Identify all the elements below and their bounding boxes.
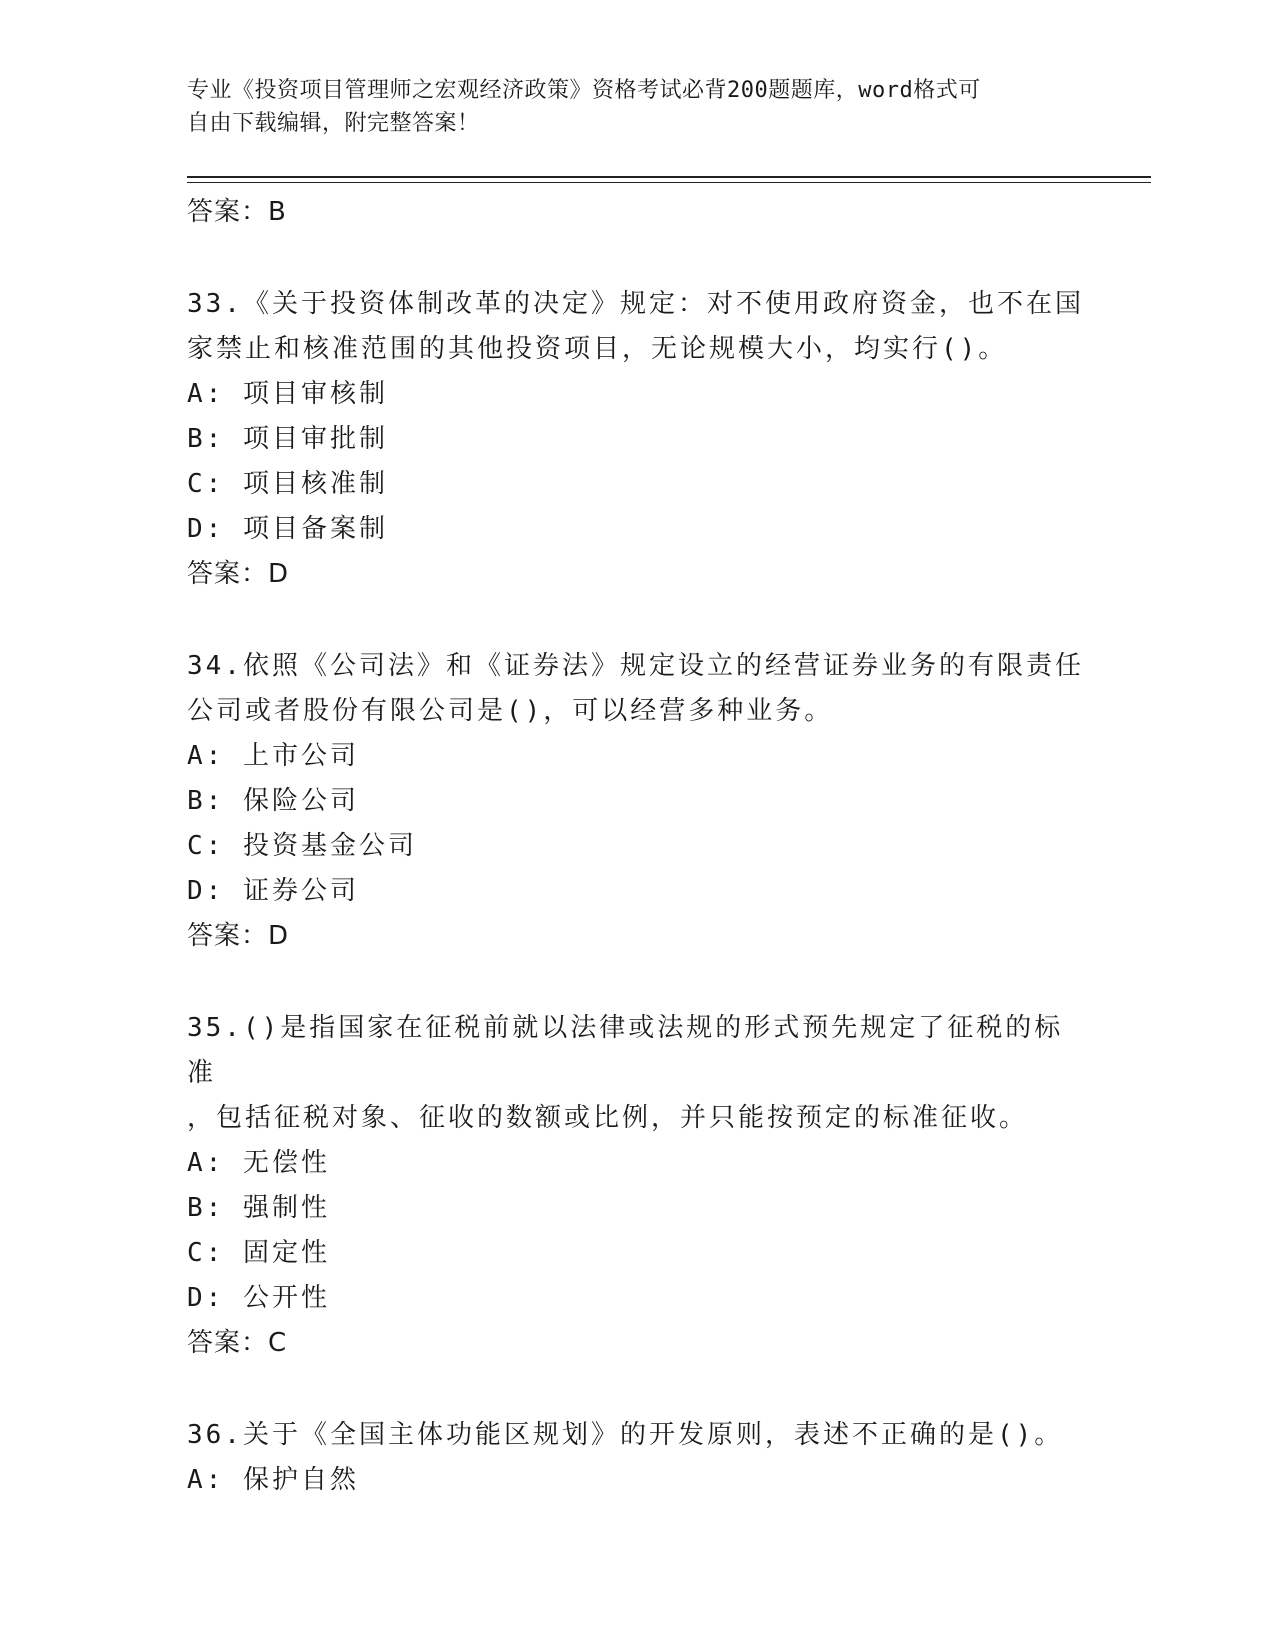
option-a: A: 保护自然 [187, 1465, 359, 1495]
question-33 [187, 282, 1087, 597]
option-a: A: 上市公司 [187, 741, 359, 771]
option-c: C: 固定性 [187, 1238, 330, 1268]
question-35 [187, 1006, 1087, 1366]
header-rule-thick [187, 176, 1151, 178]
question-36 [187, 1413, 1087, 1503]
question-stem-line: 33.《关于投资体制改革的决定》规定：对不使用政府资金，也不在国 [187, 289, 1084, 319]
option-a: A: 项目审核制 [187, 379, 388, 409]
question-stem-line: ，包括征税对象、征收的数额或比例，并只能按预定的标准征收。 [187, 1103, 1029, 1133]
option-b: B: 强制性 [187, 1193, 330, 1223]
question-stem-line: 34.依照《公司法》和《证券法》规定设立的经营证券业务的有限责任 [187, 651, 1084, 681]
option-a: A: 无偿性 [187, 1148, 330, 1178]
option-b: B: 保险公司 [187, 786, 359, 816]
question-stem-line: 家禁止和核准范围的其他投资项目，无论规模大小，均实行()。 [187, 334, 1008, 364]
page-header [187, 74, 1067, 140]
answer-line: 答案：C [187, 1328, 288, 1358]
header-line-2: 自由下载编辑，附完整答案！ [187, 111, 480, 136]
question-34 [187, 644, 1087, 959]
option-d: D: 公开性 [187, 1283, 330, 1313]
option-d: D: 证券公司 [187, 876, 359, 906]
answer-line: 答案：B [187, 197, 287, 227]
question-stem-line: 公司或者股份有限公司是()，可以经营多种业务。 [187, 696, 834, 726]
answer-line: 答案：D [187, 559, 290, 589]
option-d: D: 项目备案制 [187, 514, 388, 544]
option-b: B: 项目审批制 [187, 424, 388, 454]
answer-line: 答案：D [187, 921, 290, 951]
header-rule-thin [187, 182, 1151, 183]
header-line-1: 专业《投资项目管理师之宏观经济政策》资格考试必背200题题库，word格式可 [187, 78, 981, 103]
option-c: C: 投资基金公司 [187, 831, 417, 861]
question-list [187, 190, 1087, 1503]
question-stem-line: 35.()是指国家在征税前就以法律或法规的形式预先规定了征税的标准 [187, 1013, 1064, 1088]
question-stem-line: 36.关于《全国主体功能区规划》的开发原则，表述不正确的是()。 [187, 1420, 1064, 1450]
option-c: C: 项目核准制 [187, 469, 388, 499]
